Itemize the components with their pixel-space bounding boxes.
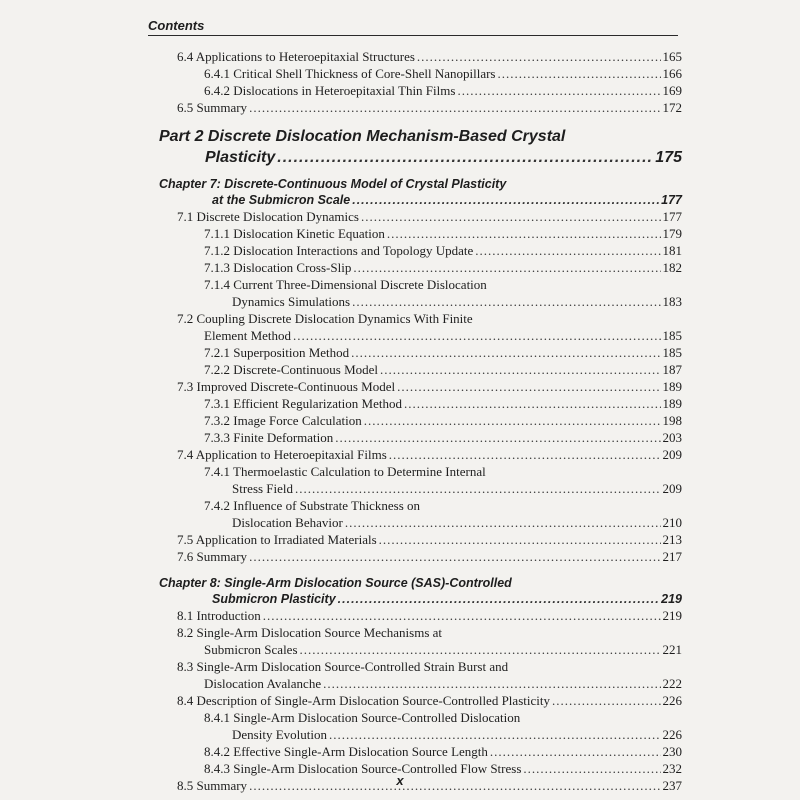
leader-dots	[498, 65, 661, 82]
leader-dots	[352, 192, 659, 208]
chapter-title: Chapter 7: Discrete-Continuous Model of Crystal Plasticity	[159, 177, 507, 191]
toc-entry[interactable]: Density Evolution ..... 226	[232, 726, 682, 743]
toc-entry[interactable]: 6.4.2 Dislocations in Heteroepitaxial Thin Films ..... 169	[204, 82, 682, 99]
leader-dots	[249, 99, 660, 116]
toc-entry[interactable]: 8.4 Description of Single-Arm Dislocation Source-Controlled Plasticity ..... 226	[177, 692, 682, 709]
toc-entry[interactable]: Submicron Scales ..... 221	[204, 641, 682, 658]
leader-dots	[338, 591, 659, 607]
toc-entry[interactable]: Element Method ..... 185	[204, 327, 682, 344]
toc-entry[interactable]: 6.4 Applications to Heteroepitaxial Structures ..... 165	[177, 48, 682, 65]
toc-entry[interactable]: 7.3.2 Image Force Calculation ..... 198	[204, 412, 682, 429]
running-header: Contents	[148, 18, 678, 36]
part-title: Part 2 Discrete Dislocation Mechanism-Based Crystal	[159, 128, 566, 145]
toc-entry[interactable]: 8.4.2 Effective Single-Arm Dislocation Source Length ..... 230	[204, 743, 682, 760]
leader-dots	[417, 48, 661, 65]
toc-entry-line1[interactable]: 7.4.2 Influence of Substrate Thickness on	[204, 498, 421, 513]
leader-dots	[277, 147, 653, 168]
chapter-title: Chapter 8: Single-Arm Dislocation Source (SAS)-Controlled	[159, 576, 512, 590]
toc-entry[interactable]: 7.2.1 Superposition Method ..... 185	[204, 344, 682, 361]
toc-entry-line1[interactable]: 7.1.4 Current Three-Dimensional Discrete Dislocation	[204, 277, 487, 292]
toc-entry-line1[interactable]: 7.4.1 Thermoelastic Calculation to Determine Internal	[204, 464, 486, 479]
toc-entry-line1[interactable]: 8.2 Single-Arm Dislocation Source Mechanisms at	[177, 625, 443, 640]
toc-entry[interactable]: 7.2.2 Discrete-Continuous Model ..... 187	[204, 361, 682, 378]
toc-entry[interactable]: Dislocation Avalanche ..... 222	[204, 675, 682, 692]
toc-entry[interactable]: 8.5 Summary ..... 237	[177, 777, 682, 794]
toc-entry[interactable]: 6.4.1 Critical Shell Thickness of Core-Shell Nanopillars ..... 166	[204, 65, 682, 82]
toc-entry[interactable]: 7.1.3 Dislocation Cross-Slip ..... 182	[204, 259, 682, 276]
toc-entry[interactable]: 8.1 Introduction ..... 219	[177, 607, 682, 624]
toc-entry-line1[interactable]: 8.3 Single-Arm Dislocation Source-Controlled Strain Burst and	[177, 659, 509, 674]
leader-dots	[457, 82, 660, 99]
toc-entry[interactable]: 7.4 Application to Heteroepitaxial Films ..... 209	[177, 446, 682, 463]
toc-entry[interactable]: Dislocation Behavior ..... 210	[232, 514, 682, 531]
toc-entry[interactable]: 7.3.1 Efficient Regularization Method ..... 189	[204, 395, 682, 412]
toc-entry[interactable]: 7.3 Improved Discrete-Continuous Model ..... 189	[177, 378, 682, 395]
toc-entry[interactable]: 7.1.2 Dislocation Interactions and Topology Update ..... 181	[204, 242, 682, 259]
toc-entry-line1[interactable]: 7.2 Coupling Discrete Dislocation Dynamics With Finite	[177, 311, 473, 326]
toc-entry[interactable]: 7.1.1 Dislocation Kinetic Equation ..... 179	[204, 225, 682, 242]
toc-entry-line1[interactable]: 8.4.1 Single-Arm Dislocation Source-Controlled Dislocation	[204, 710, 521, 725]
toc-entry[interactable]: Dynamics Simulations ..... 183	[232, 293, 682, 310]
toc-entry[interactable]: 7.6 Summary ..... 217	[177, 548, 682, 565]
toc-entry[interactable]: 7.1 Discrete Dislocation Dynamics ..... 177	[177, 208, 682, 225]
toc-entry[interactable]: 7.5 Application to Irradiated Materials ..... 213	[177, 531, 682, 548]
toc-entry[interactable]: 6.5 Summary ..... 172	[177, 99, 682, 116]
chapter-entry[interactable]: at the Submicron Scale ..... 177	[212, 192, 682, 208]
toc-entry[interactable]: Stress Field ..... 209	[232, 480, 682, 497]
table-of-contents	[0, 48, 800, 794]
part-entry[interactable]: Plasticity ..... 175	[205, 147, 682, 168]
page-number: x	[396, 773, 404, 788]
toc-entry[interactable]: 8.4.3 Single-Arm Dislocation Source-Controlled Flow Stress ..... 232	[204, 760, 682, 777]
chapter-entry[interactable]: Submicron Plasticity ..... 219	[212, 591, 682, 607]
toc-entry[interactable]: 7.3.3 Finite Deformation ..... 203	[204, 429, 682, 446]
